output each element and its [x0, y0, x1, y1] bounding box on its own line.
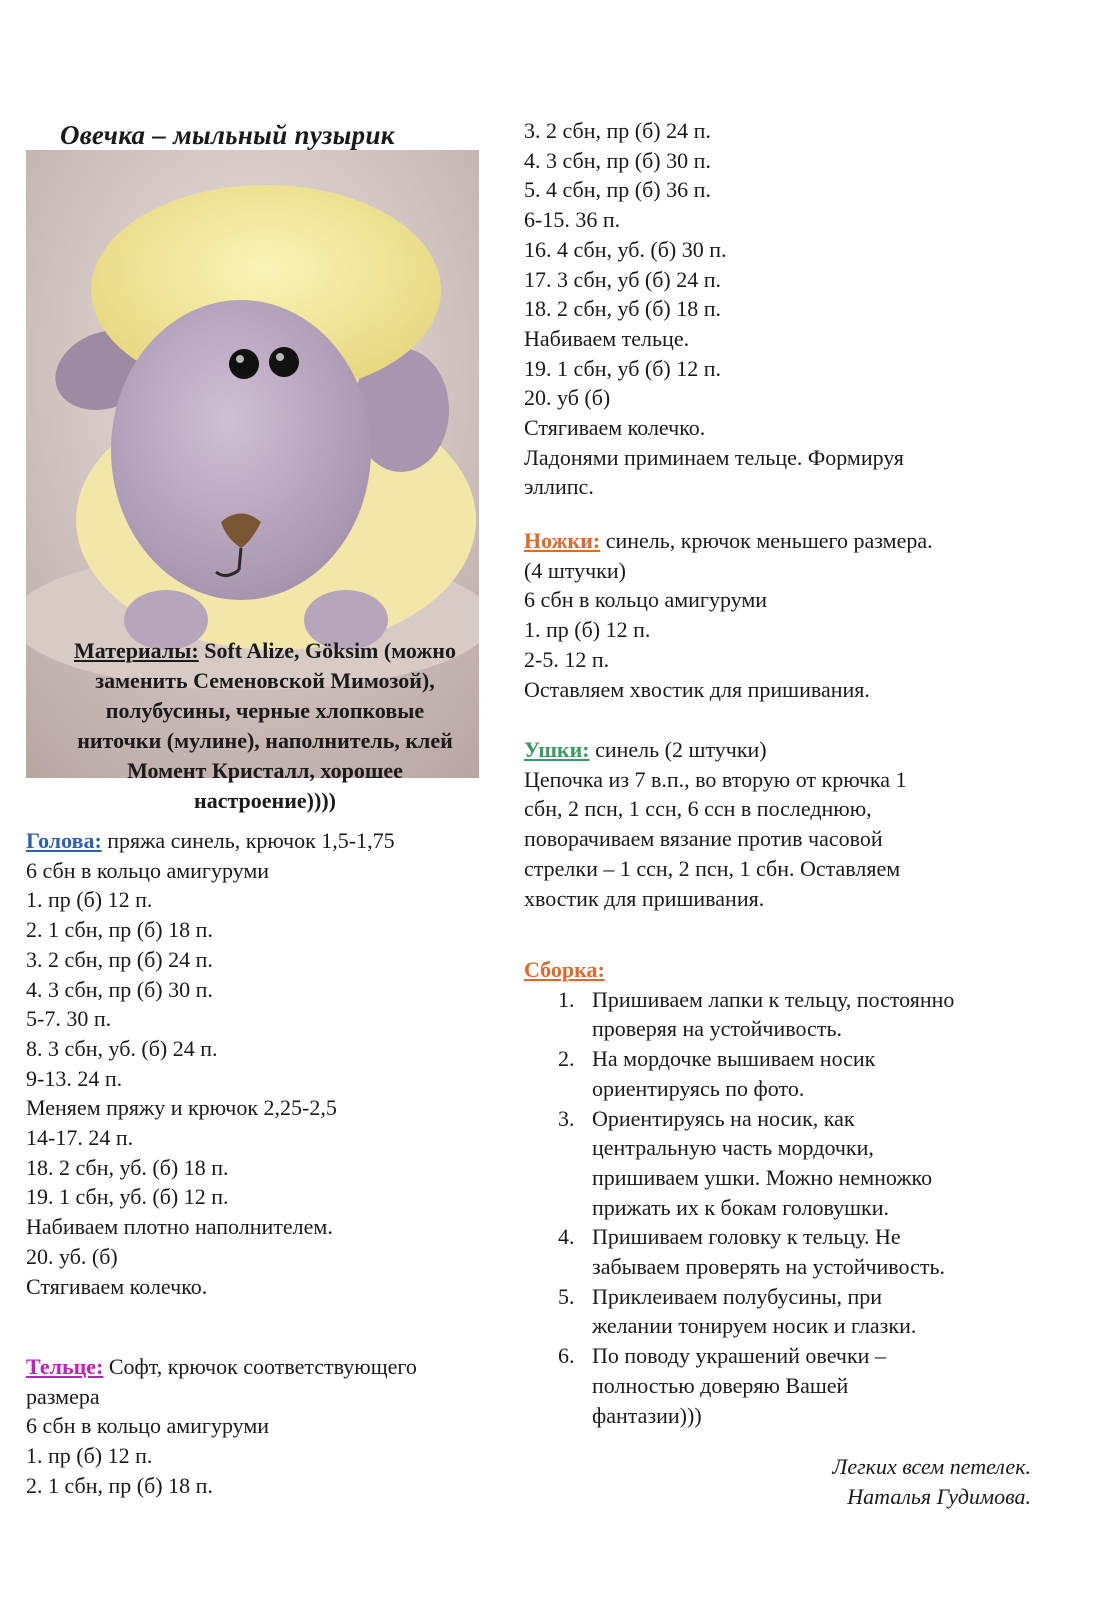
step-number: 4.: [558, 1224, 575, 1250]
step-line: Пришиваем лапки к тельцу, постоянно: [592, 986, 955, 1012]
step-line: проверяя на устойчивость.: [592, 1016, 842, 1042]
step-line: По поводу украшений овечки –: [592, 1343, 886, 1369]
step-line: пришиваем ушки. Можно немножко: [592, 1164, 933, 1190]
step-line: полностью доверяю Вашей: [592, 1372, 849, 1398]
body-heading: Тельце:: [26, 1354, 104, 1379]
ears-heading: Ушки:: [524, 737, 590, 762]
pattern-line: поворачиваем вязание против часовой: [524, 826, 883, 852]
pattern-line: Оставляем хвостик для пришивания.: [524, 676, 870, 702]
step-number: 3.: [558, 1105, 575, 1131]
materials-line: ниточки (мулине), наполнитель, клей: [77, 728, 453, 753]
pattern-line: Стягиваем колечко.: [524, 415, 706, 441]
legs-heading: Ножки:: [524, 528, 601, 553]
pattern-line: 2. 1 сбн, пр (б) 18 п.: [26, 917, 213, 943]
pattern-line: 18. 2 сбн, уб. (б) 18 п.: [26, 1154, 229, 1180]
pattern-line: 16. 4 сбн, уб. (б) 30 п.: [524, 236, 727, 262]
pattern-line: 3. 2 сбн, пр (б) 24 п.: [26, 946, 213, 972]
pattern-line: 5. 4 сбн, пр (б) 36 п.: [524, 177, 711, 203]
step-number: 6.: [558, 1343, 575, 1369]
pattern-line: 18. 2 сбн, уб (б) 18 п.: [524, 296, 722, 322]
pattern-line: 4. 3 сбн, пр (б) 30 п.: [524, 147, 711, 173]
body-intro: Софт, крючок соответствующего: [103, 1354, 417, 1379]
assembly-step: [524, 1104, 1084, 1223]
materials-line: заменить Семеновской Мимозой),: [95, 668, 435, 693]
assembly-step: [524, 1044, 1084, 1103]
materials-label: Материалы:: [74, 638, 199, 663]
pattern-line: 5-7. 30 п.: [26, 1006, 112, 1032]
head-heading: Голова:: [26, 828, 102, 853]
step-line: забываем проверять на устойчивость.: [592, 1254, 945, 1280]
pattern-line: 8. 3 сбн, уб. (б) 24 п.: [26, 1035, 218, 1061]
pattern-line: 1. пр (б) 12 п.: [524, 617, 651, 643]
pattern-line: 3. 2 сбн, пр (б) 24 п.: [524, 118, 711, 143]
pattern-line: 6 сбн в кольцо амигуруми: [26, 1413, 270, 1439]
pattern-line: 14-17. 24 п.: [26, 1125, 134, 1151]
materials-line: Момент Кристалл, хорошее: [127, 758, 403, 783]
step-number: 2.: [558, 1046, 575, 1072]
assembly-step: [524, 985, 1084, 1044]
assembly-list: [524, 985, 1084, 1431]
assembly-step: [524, 1282, 1084, 1341]
step-line: Приклеиваем полубусины, при: [592, 1283, 883, 1309]
pattern-line: 4. 3 сбн, пр (б) 30 п.: [26, 976, 213, 1002]
pattern-line: Ладонями приминаем тельце. Формируя: [524, 444, 904, 470]
legs-intro: синель, крючок меньшего размера.: [600, 528, 933, 553]
body-continued: [524, 116, 904, 502]
signature-line: Легких всем петелек.: [832, 1454, 1031, 1479]
step-line: центральную часть мордочки,: [592, 1135, 874, 1161]
step-line: фантазии))): [592, 1402, 702, 1428]
page-title: Овечка – мыльный пузырик: [60, 120, 395, 150]
assembly-step: [524, 1222, 1084, 1281]
pattern-line: 6-15. 36 п.: [524, 207, 621, 233]
pattern-line: Цепочка из 7 в.п., во вторую от крючка 1: [524, 766, 907, 792]
signature: [832, 1452, 1031, 1512]
pattern-line: 6 сбн в кольцо амигуруми: [26, 857, 270, 883]
step-line: На мордочке вышиваем носик: [592, 1046, 876, 1072]
step-number: 1.: [558, 986, 575, 1012]
head-section: [26, 826, 395, 1301]
pattern-line: 9-13. 24 п.: [26, 1065, 123, 1091]
pattern-line: Набиваем тельце.: [524, 325, 690, 351]
pattern-line: 2-5. 12 п.: [524, 646, 610, 672]
pattern-line: Набиваем плотно наполнителем.: [26, 1214, 333, 1240]
pattern-line: 1. пр (б) 12 п.: [26, 887, 153, 913]
materials-block: [26, 636, 504, 816]
step-line: прижать их к бокам головушки.: [592, 1194, 889, 1220]
pattern-line: 20. уб (б): [524, 385, 611, 411]
pattern-line: эллипс.: [524, 474, 594, 500]
assembly-section: [524, 955, 1084, 1430]
ears-section: [524, 735, 907, 913]
step-line: Ориентируясь на носик, как: [592, 1105, 855, 1131]
pattern-line: Стягиваем колечко.: [26, 1273, 208, 1299]
pattern-line: стрелки – 1 ссн, 2 псн, 1 сбн. Оставляем: [524, 855, 901, 881]
pattern-line: (4 штучки): [524, 557, 626, 583]
pattern-line: сбн, 2 псн, 1 ссн, 6 ссн в последнюю,: [524, 796, 872, 822]
pattern-line: 2. 1 сбн, пр (б) 18 п.: [26, 1472, 213, 1498]
pattern-line: 19. 1 сбн, уб (б) 12 п.: [524, 355, 722, 381]
pattern-line: 19. 1 сбн, уб. (б) 12 п.: [26, 1184, 229, 1210]
body-section: [26, 1352, 417, 1501]
legs-section: [524, 526, 933, 704]
assembly-heading: Сборка:: [524, 957, 605, 982]
pattern-line: 17. 3 сбн, уб (б) 24 п.: [524, 266, 722, 292]
step-number: 5.: [558, 1283, 575, 1309]
step-line: Пришиваем головку к тельцу. Не: [592, 1224, 901, 1250]
materials-line: Soft Alize, Göksim (можно: [198, 638, 456, 663]
pattern-line: 6 сбн в кольцо амигуруми: [524, 587, 768, 613]
materials-line: полубусины, черные хлопковые: [105, 698, 425, 723]
pattern-line: 20. уб. (б): [26, 1243, 118, 1269]
step-line: ориентируясь по фото.: [592, 1075, 805, 1101]
step-line: желании тонируем носик и глазки.: [592, 1313, 917, 1339]
pattern-line: хвостик для пришивания.: [524, 885, 765, 911]
pattern-line: размера: [26, 1383, 100, 1409]
pattern-line: 1. пр (б) 12 п.: [26, 1443, 153, 1469]
head-intro: пряжа синель, крючок 1,5-1,75: [101, 828, 395, 853]
signature-name: Наталья Гудимова.: [847, 1484, 1031, 1509]
pattern-line: Меняем пряжу и крючок 2,25-2,5: [26, 1095, 337, 1121]
materials-line: настроение)))): [194, 788, 336, 813]
ears-intro: синель (2 штучки): [589, 737, 767, 762]
assembly-step: [524, 1341, 1084, 1430]
